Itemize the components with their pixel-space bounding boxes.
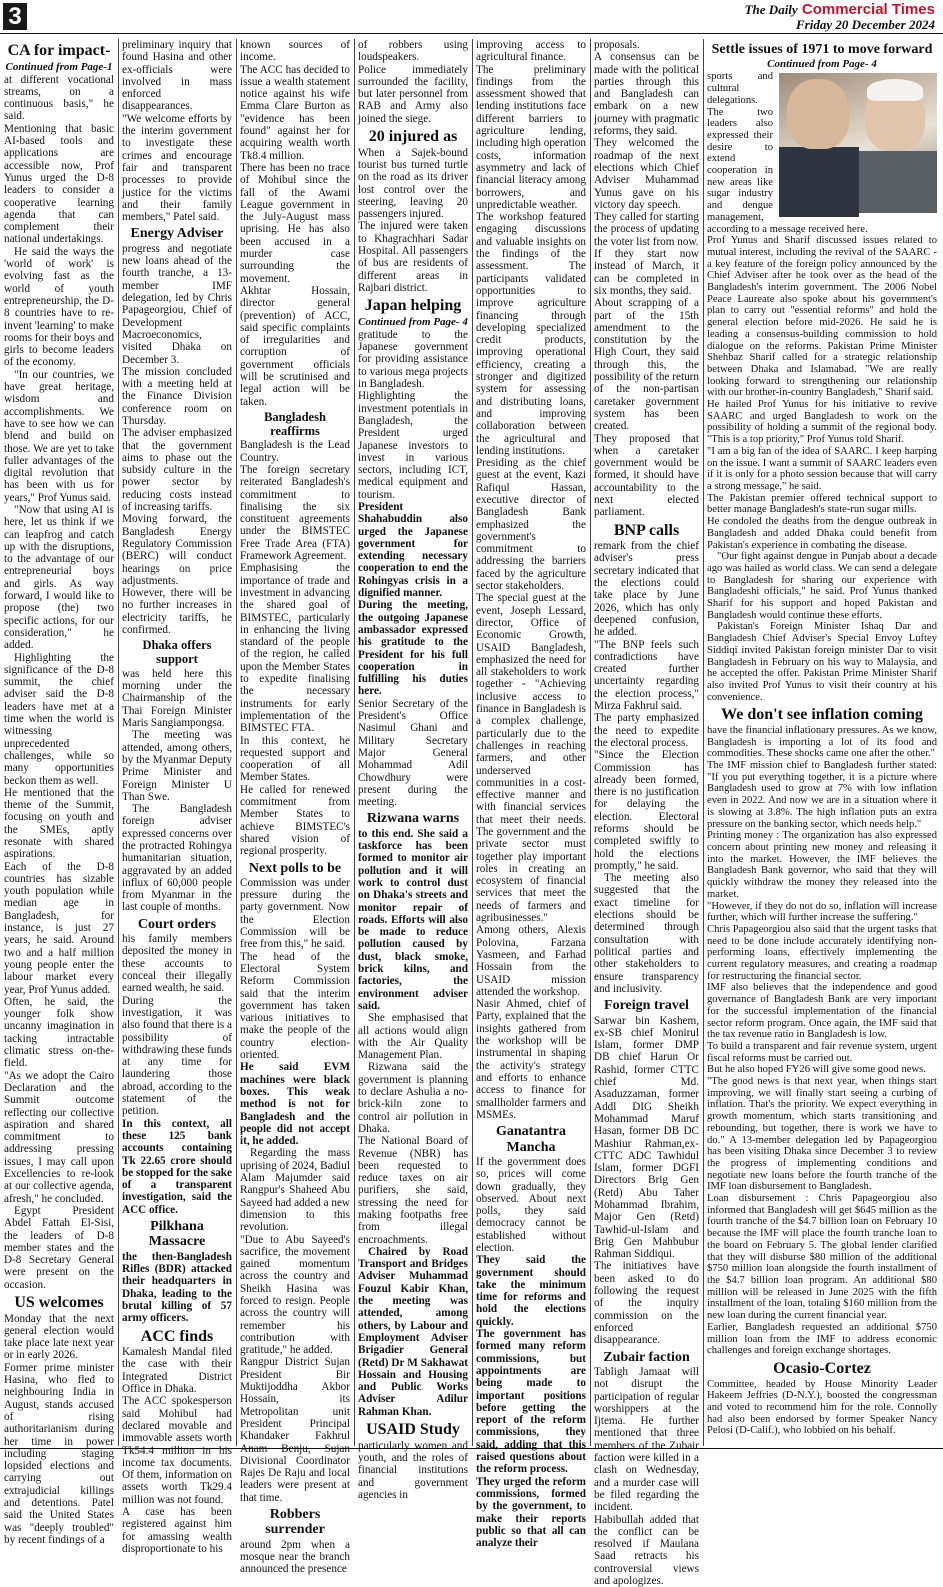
paragraph: The ACC spokesperson said Mohibul had declared movable and immovable assets worth Tk54.4 million in his income tax documents. Of them, information on assets worth Tk29.4 million was not found.	[122, 1395, 232, 1506]
paragraph: "As we adopt the Cairo Declaration and the Summit outcome reflecting our collective aspiration and shared commitment to addressing pressing issues, I may call upon Excellencies to re-look at our collective agenda, afresh," he concluded.	[4, 1069, 114, 1205]
headline-next-polls: Next polls to be	[248, 860, 342, 876]
dateline: Friday 20 December 2024	[795, 17, 935, 32]
paragraph: The National Board of Revenue (NBR) has been requested to reduce taxes on air purifiers, she said, stressing the need for making footpaths free from illegal encroachments.	[358, 1135, 468, 1246]
paragraph: known sources of income.	[240, 39, 350, 64]
paragraph: Pakistan's Foreign Minister Ishaq Dar and Bangladesh Chief Adviser's Special Envoy Luftey Siddiqi invited Pakistan foreign minister Dar to visit Bangladesh in February on his way to Malaysia, and he accepted the offer. Pakistan Prime Minister Sharif also invited Prof Yunus to visit their country at his convenience.	[707, 621, 937, 703]
paragraph: proposals.	[594, 39, 640, 51]
paragraph: If the government does so, prices will come down gradually, they observed. About next polls, they said democracy cannot be established without election.	[476, 1155, 586, 1254]
paragraph: The Bangladesh foreign adviser expressed concerns over the protracted Rohingya humanitarian situation, aggravated by an added influx of 60,000 people from Myanmar in the last couple of months.	[122, 803, 232, 914]
headline-acc-finds: ACC finds	[140, 1327, 214, 1345]
paragraph: A case has been registered against him for amassing wealth disproportionate to his	[122, 1506, 232, 1555]
paragraph: "Now that using AI is here, let us think if we can leapfrog and catch up with the disruptions, to the advantage of our entrepreneurial boys and girls. As way forward, I would like to propose (the) two specific actions, for our consideration," he added.	[4, 503, 114, 652]
paragraph: Mentioning that basic AI-based tools and applications are accessible now, Prof Yunus urged the D-8 leaders to consider a cooperative learning agenda that can complement their national undertakings.	[4, 122, 114, 246]
headline-bangladesh-reaffirms: Bangladesh reaffirms	[264, 409, 326, 438]
paragraph: Highlighting the investment potentials in Bangladesh, the President urged Japanese investors to invest in various sectors, including ICT, medical equipment and tourism.	[358, 390, 468, 501]
paragraph: During the meeting, the outgoing Japanese ambassador expressed his gratitude to the President for his full cooperation in fulfilling his duties here.	[358, 599, 468, 698]
paragraph: When a Sajek-bound tourist bus turned turtle on the road as its driver lost control over the steering, leaving 20 passengers injured.	[358, 146, 468, 221]
paragraph: Senior Secretary of the President's Office Nasimul Ghani and Military Secretary Major General Mohammad Adil Chowdhury were present during the meeting.	[358, 697, 468, 809]
paragraph: Kamalesh Mandal filed the case with their Integrated District Office in Dhaka.	[122, 1346, 232, 1396]
paragraph: Presiding as the chief guest at the event, Kazi Rafiqul Hassan, executive director of Bangladesh Bank emphasized the government's commitment to addressing the barriers faced by the agriculture sector stakeholders.	[476, 457, 586, 593]
headline-foreign-travel: Foreign travel	[604, 998, 689, 1014]
paragraph: was held here this morning under the Chairmanship of the Thai Foreign Minister Maris Sangiampongsa.	[122, 667, 232, 730]
column-divider	[472, 39, 473, 1446]
column-3	[240, 39, 350, 1576]
paragraph: There has been no trace of Mohibul since the fall of the Awami League government in the July-August mass uprising. He has also been accused in a murder case surrounding the movement.	[240, 161, 350, 285]
paragraph: to this end. She said a taskforce has been formed to monitor air pollution and it will work to control dust on Dhaka's streets and monitor repair of roads. Efforts will also be made to reduce pollution caused by dust, black smoke, brick kilns, and factories, the environment adviser said.	[358, 827, 468, 1012]
paragraph: He condoled the deaths from the dengue outbreak in Bangladesh and added Dhaka could benefit from Pakistan's experience in combating the disease.	[707, 516, 937, 551]
headline-ganatantra-mancha: Ganatantra Mancha	[496, 1124, 566, 1155]
paragraph: The adviser emphasized that the government aims to phase out the subsidy culture in the power sector by reducing costs instead of increasing tariffs.	[122, 427, 232, 514]
paragraph: have the financial inflationary pressures. As we know, Bangladesh is importing a lot of its food and commodities. These shocks came one after the other."	[707, 724, 937, 760]
paragraph: Each of the D-8 countries has sizable youth population while median age in Bangladesh, for instance, is just 27 years, he said. Around two and a half million young people enter the labour market every year, Prof Yunus added.	[4, 860, 114, 996]
paragraph: She emphasised that all actions would align with the Air Quality Management Plan.	[358, 1012, 468, 1062]
headline-dhaka-offers-support: Dhaka offers support	[142, 638, 212, 667]
paragraph: Bangladesh is the Lead Country.	[240, 439, 350, 464]
paragraph: "I am a big fan of the idea of SAARC. I keep harping on the issue. I want a summit of SAARC leaders even if it is only for a photo session because that will carry a strong message," he said.	[707, 445, 937, 492]
paragraph: Chris Papageorgiou also said that the urgent tasks that need to be done include accurately identifying non-performing loans, effectively implementing the current regulatory measures, and creating a roadmap for restructuring the financial sector.	[707, 923, 937, 982]
paragraph: The mission concluded with a meeting held at the Finance Division conference room on Thursday.	[122, 365, 232, 427]
paragraph: Printing money : The organization has also expressed concern about printing new money and releasing it into the market. However, the IMF believes the Bangladesh Bank governor, who said that they will quickly withdraw the money they released into the market.	[707, 830, 937, 900]
paragraph: Nasir Ahmed, chief of Party, explained that the insights gathered from the workshop will be instrumental in shaping the activity's strategy and efforts to enhance access to finance for smallholder farmers and MSMEs.	[476, 998, 586, 1121]
paragraph: Akhtar Hossain, director general (prevention) of ACC, said specific complaints of irregularities and corruption of government officials will be scrutinised and legal action will be taken.	[240, 284, 350, 408]
paragraph: gratitude to the Japanese government for providing assistance to various mega projects in Bangladesh.	[358, 328, 468, 391]
paragraph: preliminary inquiry that found Hasina and other ex-officials were involved in mass enforced disappearances.	[122, 39, 232, 113]
paragraph: particularly women and youth, and the roles of financial institutions and government agencies in	[358, 1439, 468, 1501]
paragraph: The IMF mission chief to Bangladesh further stated: "If you put everything together, it is a picture where Bangladesh used to grow at 7% with low inflation even in 2022. And now we are in a situation where it is slowing at 3.8%. The high inflation puts an extra pressure on the banking sector, which needs help."	[707, 760, 937, 830]
paragraph: remark from the chief adviser's press secretary indicated that the elections could take place by June 2026, which has only deepened confusion, he added.	[594, 540, 699, 639]
paragraph: Chaired by Road Transport and Bridges Adviser Muhammad Fouzul Kabir Khan, the meeting was attended, among others, by Labour and Employment Adviser Brigadier General (Retd) Dr M Sakhawat Hossain and Housing and Public Works Adviser Adilur Rahman Khan.	[358, 1245, 468, 1418]
paragraph: A consensus can be made with the political parties through this and Bangladesh can embark on a new journey with pragmatic reforms, they said.	[594, 51, 699, 138]
paragraph: Habibullah added that the conflict can be resolved if Maulana Saad retracts his controversial views and apologizes.	[594, 1513, 699, 1587]
headline-bnp-calls: BNP calls	[613, 521, 680, 539]
paragraph: He mentioned that the theme of the Summit, focusing on youth and the SMEs, aptly resonate with shared aspirations.	[4, 786, 114, 861]
photo-hair-right	[867, 79, 923, 101]
paragraph: "The good news is that next year, when things start improving, we will finally start seeing a curbing of inflation. That's the priority. We expect everything in growth momentum, which starts transitioning and rebounding, but together, there is work we have to do." A 13-member delegation led by Papageorgiou has been visiting Dhaka since December 3 to review the progress of implementing conditions and negotiate new loans before the fourth tranche of the IMF loan disbursement to Bangladesh.	[707, 1076, 937, 1193]
paragraph: Egypt President Abdel Fattah El-Sisi, the leaders of D-8 member states and the D-8 Secretary General were present on the occasion.	[4, 1204, 114, 1291]
paragraph: If they start now instead of March, it can be completed in six months, they said.	[594, 248, 699, 297]
column-1	[4, 39, 114, 1546]
paragraph: Often, he said, the younger folk show uncanny imagination in tacking intractable climatic stress on-the-field.	[4, 995, 114, 1070]
paragraph: Rizwana said the government is planning to declare Ashulia a no-brick-kiln zone to control air pollution in Dhaka.	[358, 1061, 468, 1135]
masthead-times: Times	[891, 1, 935, 18]
paragraph: They welcomed the roadmap of the next elections which Chief Adviser Muhammad Yunus gave on his victory day speech.	[594, 137, 699, 211]
headline-20-injured: 20 injured as	[368, 128, 458, 146]
paragraph: Commission was under pressure during the party government. Now the Election Commission will be free from this," he said.	[240, 876, 350, 951]
paragraph: "Since the Election Commission has already been formed, there is no justification for delaying the election. Electoral reforms should be completed swiftly to hold the elections promptly," he said.	[594, 749, 699, 872]
headline-us-welcomes: US welcomes	[14, 1293, 104, 1311]
paragraph: The special guest at the event, Joseph Lessard, director, Office of Economic Growth, USAID Bangladesh, emphasized the need for all stakeholders to work together - "Achieving inclusive access to finance in Bangladesh is a complex challenge, particularly due to the challenges in reaching farmers, and other underserved communities in a cost-effective manner and with financial services that meet their needs. The government and the private sector must together play important roles in creating an ecosystem of financial services that meet the needs of farmers and agribusinesses."	[476, 592, 586, 925]
paragraph: He said the ways the 'world of work' is evolving fast as the world of youth entrepreneurship, the D-8 countries have to re-invent 'learning' to make rooms for their boys and girls to become leaders of the economy.	[4, 245, 114, 369]
headline-japan-helping: Japan helping	[364, 297, 462, 315]
paragraph: He hailed Prof Yunus for his initiative to revive SAARC and urged Bangladesh to work on the possibility of holding a summit of the regional body. "This is a top priority," Prof Yunus told Sharif.	[707, 399, 937, 446]
column-divider	[590, 39, 591, 1446]
paragraph: They proposed that when a caretaker government would be formed, it should have accountability to the next elected parliament.	[594, 432, 699, 519]
continued-label: Continued from Page- 4	[767, 58, 877, 71]
paragraph: the then-Bangladesh Rifles (BDR) attacked their headquarters in Dhaka, leading to the brutal killing of 57 army officers.	[122, 1250, 232, 1325]
paragraph: Police immediately surrounded the facility, but later personnel from RAB and Army also joined the siege.	[358, 63, 468, 125]
paragraph: To build a transparent and fair revenue system, urgent fiscal reforms must be carried out.	[707, 1040, 937, 1064]
paragraph: "In our countries, we have great heritage, wisdom and accomplishments. We have to see how we can blend and build on those. We are yet to take fuller advantages of the digital revolution that has been with us for years," Prof Yunus said.	[4, 368, 114, 504]
paragraph: Loan disbursement : Chris Papageorgiou also informed that Bangladesh will get $645 million as the fourth tranche of the $4.7 billion loan on February 10 because the IMF will place the fourth tranche loan to the board on February 5. The global lender clarified that they will disburse $80 million of the additional $750 million loan alongside the fourth installment of the $4.7 billion loan program. An additional $80 million will be released in June 2025 with the fifth installment of the loan, totaling $160 million from the new loan during the current financial year.	[707, 1193, 937, 1322]
paragraph: Rangpur District Sujan President Bir Muktijoddha Akbor Hossain, its Metropolitan unit President Principal Khandaker Fakhrul Anam Benju, Sujan Divisional Coordinator Rajes De Raju and local leaders were present at that time.	[240, 1356, 350, 1504]
paragraph: Moving forward, the Bangladesh Energy Regulatory Commission (BERC) will conduct hearings on price adjustments.	[122, 513, 232, 587]
paragraph: Regarding the mass uprising of 2024, Badiul Alam Majumder said Rangpur's Shaheed Abu Sayeed had added a new dimension to this revolution.	[240, 1147, 350, 1234]
column-7	[707, 39, 937, 1447]
paragraph: President Shahabuddin also urged the Japanese government for extending necessary cooperation to end the Rohingyas crisis in a dignified manner.	[358, 500, 468, 600]
paragraph: Sarwar bin Kashem, ex-SB chief Monirul Islam, former DMP DB chief Harun Or Rashid, former CTTC chief Md. Asaduzzaman, former Addl DIG Sheikh Mohammad Maruf Hasan, former DB DC Mashiur Rahman,ex-CTTC ADC Tawhidul Islam, former DGFI Directors Brig Gen (Retd) Abu Taher Mohammad Ibrahim, Major Gen (Retd) Tawhid-ul-Islam and Brig Gen Mahbubur Rahman Siddiqui.	[594, 1014, 699, 1261]
paragraph: In this context, he requested support and cooperation of all Member States.	[240, 734, 350, 784]
paragraph: The Pakistan premier offered technical support to better manage Bangladesh's state-run sugar mills.	[707, 492, 937, 516]
photo-face-left	[787, 79, 849, 149]
paragraph: "Due to Abu Sayeed's sacrifice, the movement gained momentum across the country and Sheikh Hasina was forced to resign. People across the country will remember his contribution with gratitude," he added.	[240, 1233, 350, 1357]
paragraph: The foreign secretary reiterated Bangladesh's commitment to finalising the six constituent agreements under the BIMSTEC Free Trade Area (FTA) Framework Agreement.	[240, 464, 350, 563]
paragraph: "We welcome efforts by the interim government to investigate these crimes and encourage fair and transparent processes to provide justice for the victims and their family members," Patel said.	[122, 112, 232, 224]
paragraph: However, there will be no further increases in electricity tariffs, he confirmed.	[122, 587, 232, 637]
headline-rizwana-warns: Rizwana warns	[366, 811, 460, 827]
headline-robbers-surrender: Robbers surrender	[265, 1507, 325, 1538]
paragraph: He said EVM machines were black boxes. This weak method is not for Bangladesh and the people did not accept it, he added.	[240, 1061, 350, 1148]
headline-inflation: We don't see inflation coming	[721, 706, 923, 724]
paragraph: Among others, Alexis Polovina, Farzana Yasmeen, and Farhad Hossain from the USAID mission attended the workshop.	[476, 924, 586, 998]
column-4	[358, 39, 468, 1501]
page-number: 3	[3, 3, 27, 30]
paragraph: around 2pm when a mosque near the branch announced the presence	[240, 1538, 350, 1576]
photo-figure-left	[779, 147, 859, 217]
paragraph: progress and negotiate new loans ahead of the fourth tranche, a 13-member IMF delegation, led by Chris Papageorgiou, Chief of Development Macroeconomics, visited Dhaka on December 3.	[122, 242, 232, 366]
continued-label: Continued from Page- 4	[358, 315, 468, 328]
paragraph: The meeting was attended, among others, by the Myanmar Deputy Prime Minister and Foreign Minister U Than Swe.	[122, 729, 232, 803]
paragraph: In this context, all these 125 bank accounts containing Tk 22.65 crore should be stopped for the sake of a transparent investigation, said the ACC office.	[122, 1117, 232, 1216]
paragraph: sports and cultural delegations. The two leaders also expressed their desire to extend cooperation in new areas like sugar industry and dengue management, according to a message received here.	[707, 71, 868, 235]
column-5	[476, 39, 586, 1550]
paragraph: But he also hoped FY26 will give some good news.	[707, 1064, 926, 1076]
paragraph: Prof Yunus and Sharif discussed issues related to mutual interest, including the revival of the SAARC - a key feature of the foreign policy announced by the Chief Adviser after he took over as the head of the Bangladesh's interim government. The 2006 Nobel Peace Laureate also spoke about his government's plan to carry out "essential reforms" and hold the general election before mid-2026. He said he is leading a consensus-building commission to hold dialogue on the reforms. Pakistan Prime Minister Shehbaz Sharif called for a strategic relationship between Dhaka and Islamabad. "We are really looking forward to strengthening our relationship with our brother-in-country Bangladesh," Sharif said.	[707, 235, 937, 399]
headline-pilkhana-massacre: Pilkhana Massacre	[148, 1219, 206, 1250]
paragraph: his family members deposited the money in these accounts to conceal their illegally earned wealth, he said.	[122, 933, 232, 995]
paragraph: He called for renewed commitment from Member States to achieve BIMSTEC's shared vision of regional prosperity.	[240, 783, 350, 858]
headline-court-orders: Court orders	[137, 916, 217, 932]
masthead-commercial: Commercial	[801, 1, 888, 18]
column-divider	[118, 39, 119, 1446]
paragraph: "The BNP feels such contradictions have created further uncertainty regarding the election process," Mirza Fakhrul said.	[594, 638, 699, 713]
paragraph: The meeting also suggested that the exact timeline for elections should be determined through consultation with political parties and other stakeholders to ensure transparency and inclusivity.	[594, 872, 699, 995]
paragraph: "Our fight against dengue in Punjab about a decade ago was hailed as world class. We can send a delegate to Bangladesh for sharing our experience with Bangladeshi officials," he said. Prof Yunus thanked Sharif for his support and hoped Pakistan and Bangladesh would continue these efforts.	[707, 551, 937, 621]
paragraph: improving access to agricultural finance.	[476, 39, 586, 64]
headline-usaid-study: USAID Study	[366, 1421, 460, 1439]
paragraph: The ACC has decided to issue a wealth statement notice against his wife Emma Clare Burton as "evidence has been found" against her for acquiring wealth worth Tk8.4 million.	[240, 63, 350, 162]
paragraph: Highlighting the significance of the D-8 summit, the chief adviser said the D-8 leaders have met at a time when the world is witnessing unprecedented challenges, while so many opportunities beckon them as well.	[4, 651, 114, 787]
headline-ocasio-cortez: Ocasio-Cortez	[773, 1359, 871, 1377]
column-2	[122, 39, 232, 1555]
paragraph: IMF also believes that the independence and good governance of Bangladesh Bank are very important for the successful implementation of the financial sector reform program. Once again, the IMF said that the tax revenue ratio in Bangladesh is low.	[707, 982, 937, 1041]
headline-settle-issues: Settle issues of 1971 to move forward	[711, 42, 933, 57]
paragraph: Tabligh Jamaat will not disrupt the participation of regular worshippers at the Ijtema. He further mentioned that three members of the Zubair faction were killed in a clash on Wednesday, and a murder case will be filed regarding the incident.	[594, 1365, 699, 1514]
header-rule	[0, 33, 943, 34]
paragraph: Former prime minister Hasina, who fled to neighbouring India in August, stands accused of rising authoritarianism during her time in power including staging lopsided elections and carrying out extrajudicial killings and detentions. Patel said the United States was "deeply troubled" by recent findings of a	[4, 1361, 114, 1546]
page-header	[0, 0, 943, 34]
paragraph: During the investigation, it was also found that there is a possibility of withdrawing these funds at any time for laundering those abroad, according to the statement of the petition.	[122, 994, 232, 1118]
paragraph: The party emphasized the need to expedite the electoral process.	[594, 712, 699, 749]
paragraph: Earlier, Bangladesh requested an additional $750 million loan from the IMF to address economic challenges and foreign exchange shortages.	[707, 1321, 937, 1357]
paragraph: Monday that the next general election would take place late next year or in early 2026.	[4, 1312, 114, 1362]
paragraph: The injured were taken to Khagrachhari Sadar Hospital. All passengers of bus are residents of different areas in Rajbari district.	[358, 220, 468, 294]
paragraph: Emphasising the importance of trade and investment in advancing the shared goal of BIMSTEC, particularly in enhancing the living standard of the people of the region, he called upon the Member States to expedite finalising the necessary instruments for early implementation of the BIMSTEC FTA.	[240, 562, 350, 735]
paragraph: at different vocational streams, on a continuous basis," he said.	[4, 73, 114, 123]
paragraph: They called for starting the process of updating the voter list from now.	[594, 211, 699, 248]
paragraph: The government has formed many reform commissions, but appointments are being made to important positions before getting the report of the reform commissions, they said, adding that this raised questions about the reform process.	[476, 1328, 586, 1476]
leaders-photo	[779, 73, 937, 209]
paragraph: They urged the reform commissions, formed by the government, to make their reports public so that all can analyze their	[476, 1475, 586, 1550]
headline-zubair-faction: Zubair faction	[603, 1349, 690, 1365]
column-6	[594, 39, 699, 1587]
column-divider	[236, 39, 237, 1446]
continued-label: Continued from Page-1	[5, 60, 113, 73]
paragraph: of robbers using loudspeakers.	[358, 39, 468, 64]
paragraph: About scrapping of a part of the 15th amendment to the constitution by the High Court, they said through this, the possibility of the return of the non-partisan caretaker government system has been created.	[594, 297, 699, 433]
paragraph: The preliminary findings from the assessment showed that lending institutions face different barriers to agriculture lending, including high operation costs, information asymmetry and lack of financial literacy among borrowers, and unpredictable weather.	[476, 63, 586, 211]
headline-energy-adviser: Energy Adviser	[130, 226, 224, 242]
photo-figure-right	[859, 151, 937, 213]
paragraph: Committee, headed by House Minority Leader Hakeem Jeffries (D-N.Y.), boosted the congressman and voted to recommend him for the role. Connolly had also been endorsed by former Speaker Nancy Pelosi (D-Calif.), who lobbied on his behalf.	[707, 1378, 937, 1437]
paragraph: They said the government should take the minimum time for reforms and hold the elections quickly.	[476, 1254, 586, 1328]
masthead	[745, 1, 935, 18]
paragraph: "However, if they do not do so, inflation will increase further, which will further increase the suffering."	[707, 900, 937, 924]
masthead-the-daily: The Daily	[744, 2, 798, 17]
column-divider	[703, 39, 704, 1446]
paragraph: The initiatives have been asked to do following the request of the inquiry commission on the enforced disappearance.	[594, 1260, 699, 1347]
paragraph: The head of the Electoral System Reform Commission said that the interim government has taken various initiatives to make the people of the country election-oriented.	[240, 950, 350, 1062]
headline-ca-for-impact: CA for impact-	[7, 42, 111, 59]
paragraph: The workshop featured engaging discussions and valuable insights on the findings of the assessment. The participants validated opportunities to improve agriculture financing through developing specialized credit products, improving operational efficiency, creating a stronger and digitized system for assessing and distributing loans, and improving collaboration between the agricultural and lending institutions.	[476, 211, 586, 457]
column-divider	[354, 39, 355, 1446]
footer-rule	[0, 1448, 943, 1449]
